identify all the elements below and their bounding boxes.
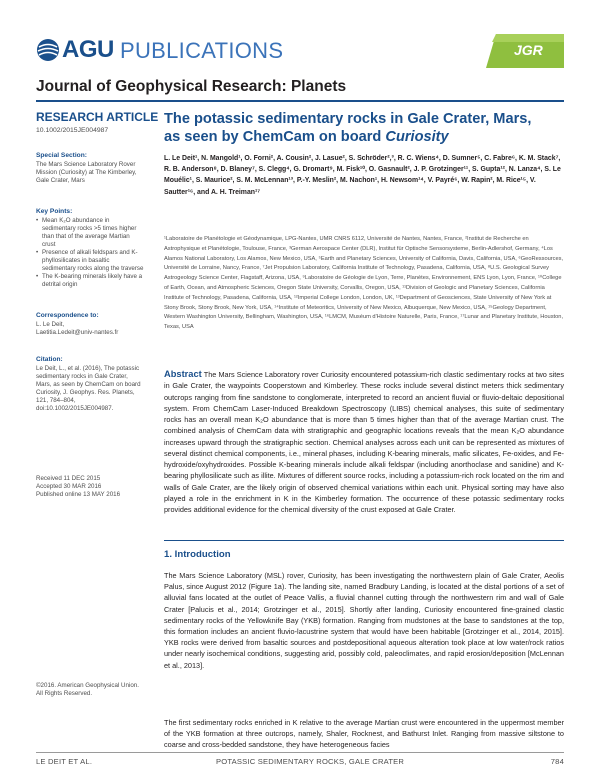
article-title bbox=[164, 110, 564, 146]
jgr-badge bbox=[486, 34, 564, 68]
agu-globe-icon bbox=[36, 38, 60, 62]
citation-text: Le Deit, L., et al. (2016), The potassic sedimentary rocks in Gale Crater, Mars, as seen by ChemCam on board Curiosity, J. Geophys. Res. Planets, 121, 784–804, doi:10.1002/2015JE004987. bbox=[36, 365, 141, 412]
key-point: • Presence of alkali feldspars and K-phyllosilicates in basaltic sedimentary rocks along the traverse bbox=[36, 249, 144, 273]
brand-publications: PUBLICATIONS bbox=[120, 38, 284, 63]
citation-heading: Citation: bbox=[36, 356, 63, 363]
abstract-divider bbox=[164, 540, 564, 541]
running-title: POTASSIC SEDIMENTARY ROCKS, GALE CRATER bbox=[216, 757, 405, 766]
badge-label: JGR bbox=[514, 42, 543, 58]
correspondence bbox=[36, 321, 144, 337]
intro-paragraph-1: The Mars Science Laboratory (MSL) rover, Curiosity, has been investigating the northwestern plain of Gale Crater, Aeolis Palus, since August 2012 (Figure 1a). The landing site, named Bradbury Landing, is located at the distal portions of a set of alluvial fans located at the outlet of Peace Vallis, a fluvial channel cutting through the northwestern rim and wall of Gale Crater [Palucis et al., 2014; Grotzinger et al., 2015]. Shortly after landing, Curiosity encountered fine-grained clastic sedimentary rocks of the Yellowknife Bay (YKB) formation. Ranging from mudstones at the base to sandstones at the top, this formation includes an ancient fluvio-lacustrine system that would have been habitable [Grotzinger et al., 2014, 2015]. YKB rocks were derived from basaltic sources and postdepositional aqueous alteration took place at low water/rock ratios under nearly isochemical conditions, suggesting arid, possibly cold, paleoclimates, and rapid erosion/deposition [McLennan et al., 2013]. bbox=[164, 571, 564, 670]
key-points bbox=[36, 217, 144, 289]
title-line-1: The potassic sedimentary rocks in Gale Crater, Mars, bbox=[164, 111, 532, 127]
intro-paragraph-2: The first sedimentary rocks enriched in K relative to the average Martian crust were encountered in the uppermost member of the YKB formation at three outcrops, namely, Shaler, Rocknest, and Bathurst Inlet. Ranging from massive siltstone to coarse and cross-bedded sandstone, they have heterogeneous facies bbox=[164, 718, 564, 750]
affiliations: ¹Laboratoire de Planétologie et Géodynamique, LPG-Nantes, UMR CNRS 6112, Université de Nantes, Nantes, France, ²Institut de Recherche en Astrophysique et Planétologie, Toulouse, France, ³German Aerospace Center (DLR), Institut für Optische Sensorsysteme, Berlin-Adlershof, Germany, ⁴Los Alamos National Laboratory, Los Alamos, New Mexico, USA, ⁵Earth and Planetary Sciences, University of California, Davis, California, USA, ⁶GeoRessources, Université de Lorraine, Nancy, France, ⁷Jet Propulsion Laboratory, California Institute of Technology, Pasadena, California, USA, ⁸U.S. Geological Survey Astrogeology Science Center, Flagstaff, Arizona, USA, ⁹Laboratoire de Géologie de Lyon, Terre, Planètes, Environnement, ENS Lyon, Lyon, France, ¹⁰College of Earth, Ocean, and Atmospheric Sciences, Oregon State University, Corvallis, Oregon, USA, ¹¹Division of Geologic and Planetary Sciences, California Institute of Technology, Pasadena, California, USA, ¹²Imperial College London, London, UK, ¹³Department of Geosciences, State University of New York at Stony Brook, Stony Brook, New York, USA, ¹⁴Institute of Meteoritics, University of New Mexico, Albuquerque, New Mexico, USA, ¹⁵Geology Department, Western Washington University, Bellingham, Washington, USA, ¹⁶LMCM, Muséum d'Histoire Naturelle, Paris, France, ¹⁷Lunar and Planetary Institute, Houston, Texas, USA bbox=[164, 236, 564, 331]
abstract-text: The Mars Science Laboratory rover Curiosity encountered potassium-rich clastic sedimentary rocks at two sites in Gale Crater, the waypoints Cooperstown and Kimberley. These rocks include several distinct meters thick sedimentary outcrops ranging from fine sandstone to conglomerate, interpreted to record an ancient fluvial or fluvio-deltaic depositional system. From ChemCam Laser-Induced Breakdown Spectroscopy (LIBS) chemical analyses, this suite of sedimentary rocks has an overall mean K₂O abundance that is more than 5 times higher than that of the average Martian crust. The combined analysis of ChemCam data with stratigraphic and geographic locations reveals that the mean K₂O abundance increases upward through the stratigraphic section. Chemical analyses across each unit can be represented as mixtures of several distinct chemical components, i.e., mineral phases, including K-bearing minerals, mafic silicates, Fe-oxides, and Fe-hydroxide/oxyhydroxides. Possible K-bearing minerals include alkali feldspar (including anorthoclase and sanidine) and K-bearing phyllosilicate such as illite. Mixtures of different source rocks, including a potassium-rich rock located on the rim and walls of Gale Crater, are the likely origin of observed chemical variations within each unit. Physical sorting may have also played a role in the enrichment in K in the Kimberley formation. The occurrence of these potassic sedimentary rocks provides additional evidence for the chemical diversity of the crust exposed at Gale Crater. bbox=[164, 370, 565, 514]
title-line-2-text: as seen by ChemCam on board bbox=[164, 129, 386, 145]
key-points-heading: Key Points: bbox=[36, 208, 73, 215]
key-point: • The K-bearing minerals likely have a detrital origin bbox=[36, 273, 144, 289]
key-point: • Mean K₂O abundance in sedimentary rocks >5 times higher than that of the average Martian crust bbox=[36, 217, 144, 249]
correspondence-email[interactable]: Laetitia.Ledeit@univ-nantes.fr bbox=[36, 329, 119, 336]
copyright: ©2016. American Geophysical Union. All Rights Reserved. bbox=[36, 682, 139, 697]
section-heading: 1. Introduction bbox=[164, 549, 231, 560]
title-line-2 bbox=[164, 128, 564, 146]
footer-divider bbox=[36, 752, 564, 753]
date-published: Published online 13 MAY 2016 bbox=[36, 491, 121, 498]
special-section-text: The Mars Science Laboratory Rover Mission (Curiosity) at The Kimberley, Gale Crater, Mars bbox=[36, 161, 137, 184]
correspondence-heading: Correspondence to: bbox=[36, 312, 99, 319]
title-italic: Curiosity bbox=[385, 129, 449, 145]
journal-header bbox=[36, 34, 564, 68]
page-number: 784 bbox=[550, 757, 564, 766]
running-authors: LE DEIT ET AL. bbox=[36, 757, 93, 766]
abstract bbox=[164, 369, 564, 515]
journal-title: Journal of Geophysical Research: Planets bbox=[36, 78, 347, 95]
abstract-label: Abstract bbox=[164, 369, 202, 379]
correspondence-name: L. Le Deit, bbox=[36, 321, 65, 328]
article-type: RESEARCH ARTICLE bbox=[36, 110, 159, 124]
date-received: Received 11 DEC 2015 bbox=[36, 475, 101, 482]
special-section-heading: Special Section: bbox=[36, 152, 87, 159]
article-dates bbox=[36, 475, 144, 499]
doi: 10.1002/2015JE004987 bbox=[36, 127, 109, 134]
author-list: L. Le Deit¹, N. Mangold¹, O. Forni², A. Cousin², J. Lasue², S. Schröder²,³, R. C. Wiens⁴, D. Sumner⁵, C. Fabre⁶, K. M. Stack⁷, R. B. Anderson⁸, D. Blaney⁷, S. Clegg⁴, G. Dromart⁹, M. Fisk¹⁰, O. Gasnault², J. P. Grotzinger¹¹, S. Gupta¹², N. Lanza⁴, S. Le Mouélic¹, S. Maurice², S. M. McLennan¹³, P.-Y. Meslin², M. Nachon¹, H. Newsom¹⁴, V. Payré⁶, W. Rapin², M. Rice¹⁵, V. Sautter¹⁶, and A. H. Treiman¹⁷ bbox=[164, 155, 561, 196]
brand-agu: AGU bbox=[62, 36, 114, 63]
date-accepted: Accepted 30 MAR 2016 bbox=[36, 483, 102, 490]
header-divider bbox=[36, 100, 564, 102]
